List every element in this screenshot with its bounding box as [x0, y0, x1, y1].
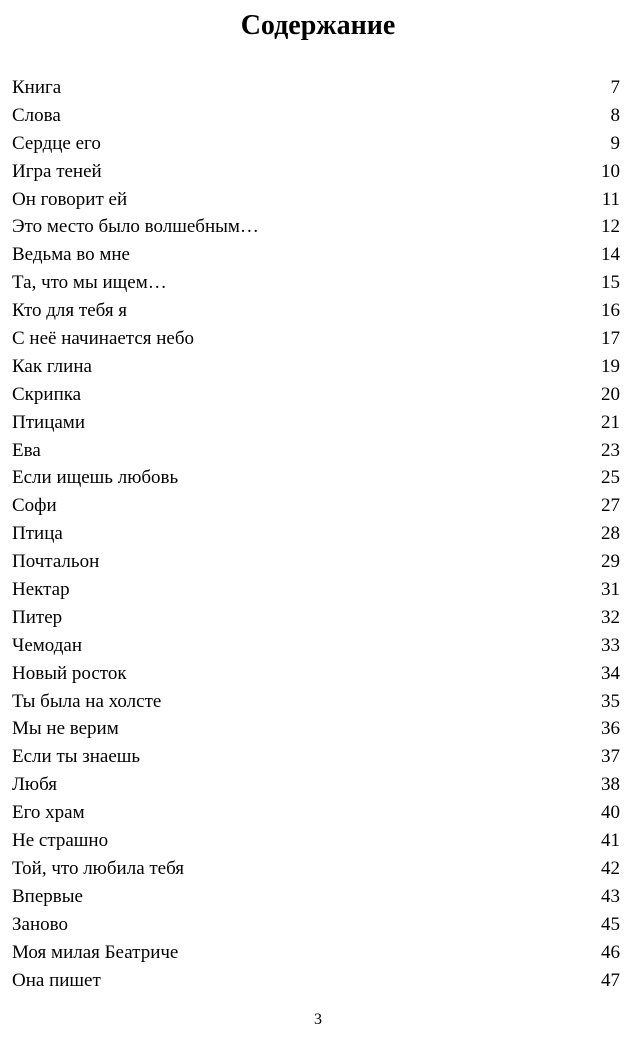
toc-entry-title: Его храм	[12, 802, 85, 824]
toc-entry-title: Птица	[12, 523, 63, 545]
toc-entry-title: Слова	[12, 104, 61, 126]
toc-entry-title: Книга	[12, 77, 62, 98]
toc-entry	[12, 827, 620, 855]
toc-entry-page: 7	[610, 77, 620, 98]
toc-entry-page: 25	[601, 467, 620, 489]
toc-entry	[12, 102, 620, 130]
toc-entry	[12, 297, 620, 325]
toc-entry-title: Питер	[12, 606, 63, 628]
toc-entry	[12, 743, 620, 771]
toc-entry	[12, 520, 620, 548]
toc-entry	[12, 855, 620, 883]
toc-entry-page: 42	[601, 857, 620, 879]
toc-entry-title: Любя	[12, 774, 58, 796]
toc-entry-page: 15	[601, 272, 620, 294]
toc-entry	[12, 158, 620, 186]
toc-entry-title: Как глина	[12, 355, 92, 377]
toc-entry-page: 34	[601, 662, 620, 684]
toc-entry-page: 23	[601, 439, 620, 461]
toc-entry	[12, 74, 620, 102]
toc-entry-page: 37	[601, 746, 620, 768]
toc-entry-page: 8	[610, 104, 620, 126]
toc-entry-title: Той, что любила тебя	[12, 857, 185, 879]
toc-entry	[12, 437, 620, 465]
toc-entry	[12, 464, 620, 492]
toc-entry	[12, 409, 620, 437]
toc-entry-title: Почтальон	[12, 551, 100, 573]
toc-entry-page: 11	[601, 188, 620, 210]
toc-entry-page: 16	[601, 300, 620, 322]
toc-entry-title: Софи	[12, 495, 57, 517]
toc-entry	[12, 548, 620, 576]
toc-entry-page: 20	[601, 383, 620, 405]
toc-entry-page: 38	[601, 774, 620, 796]
toc-entry-title: Та, что мы ищем…	[12, 272, 167, 294]
toc-entry-title: Сердце его	[12, 132, 101, 154]
toc-entry-title: Нектар	[12, 579, 70, 601]
toc-entry-page: 14	[601, 244, 620, 266]
toc-entry-title: Кто для тебя я	[12, 300, 128, 322]
toc-entry	[12, 492, 620, 520]
toc-entry-page: 27	[601, 495, 620, 517]
toc-entry-title: Она пишет	[12, 969, 101, 991]
toc-entry	[12, 660, 620, 688]
toc-entry	[12, 186, 620, 214]
toc-entry-title: Ведьма во мне	[12, 244, 130, 266]
toc-entry-page: 21	[601, 411, 620, 433]
toc-entry	[12, 576, 620, 604]
toc-entry-page: 41	[601, 830, 620, 852]
toc-entry	[12, 771, 620, 799]
toc-entry-title: Скрипка	[12, 383, 82, 405]
toc-entry-page: 32	[601, 606, 620, 628]
toc-entry-page: 40	[601, 802, 620, 824]
toc-entry-title: Птицами	[12, 411, 85, 433]
toc-entry-title: Ты была на холсте	[12, 690, 162, 712]
toc-entry	[12, 715, 620, 743]
toc-entry	[12, 883, 620, 911]
toc-entry	[12, 967, 620, 995]
toc-entry	[12, 325, 620, 353]
toc-entry-title: Новый росток	[12, 662, 127, 684]
toc-entry	[12, 911, 620, 939]
toc-entry-page: 46	[601, 941, 620, 963]
toc-entry-title: Мы не верим	[12, 718, 119, 740]
toc-entry	[12, 241, 620, 269]
toc-entry-page: 43	[601, 885, 620, 907]
toc-entry	[12, 688, 620, 716]
toc-entry	[12, 213, 620, 241]
toc-entry-page: 29	[601, 551, 620, 573]
toc-entry-title: С неё начинается небо	[12, 328, 195, 350]
toc-entry	[12, 939, 620, 967]
page-title: Содержание	[240, 10, 396, 41]
toc-entry	[12, 353, 620, 381]
toc-entry-title: Игра теней	[12, 160, 102, 182]
toc-entry-page: 45	[601, 913, 620, 935]
toc-entry-title: Заново	[12, 913, 68, 935]
toc-entry-title: Это место было волшебным…	[12, 216, 259, 238]
toc-entry	[12, 632, 620, 660]
toc-entry-title: Если ты знаешь	[12, 746, 141, 768]
toc-entry-page: 28	[601, 523, 620, 545]
toc-entry-title: Впервые	[12, 885, 83, 907]
page-number: 3	[314, 1011, 322, 1028]
toc-entry-page: 12	[601, 216, 620, 238]
toc-entry-page: 19	[601, 355, 620, 377]
toc-entry	[12, 799, 620, 827]
toc-entry-title: Если ищешь любовь	[12, 467, 179, 489]
toc-entry-page: 36	[601, 718, 620, 740]
toc-entry	[12, 381, 620, 409]
toc-entry-page: 47	[601, 969, 620, 991]
toc-entry	[12, 130, 620, 158]
toc-entry-title: Не страшно	[12, 830, 109, 852]
toc-entry-title: Ева	[12, 439, 41, 461]
toc-entry-title: Моя милая Беатриче	[12, 941, 179, 963]
toc-entry-title: Чемодан	[12, 634, 83, 656]
toc-entry-title: Он говорит ей	[12, 188, 128, 210]
toc-entry-page: 10	[601, 160, 620, 182]
toc-entry	[12, 604, 620, 632]
toc-entry-page: 31	[601, 579, 620, 601]
toc-entry-page: 35	[601, 690, 620, 712]
toc-entry-page: 9	[610, 132, 620, 154]
toc-entry	[12, 269, 620, 297]
toc-entry-page: 33	[601, 634, 620, 656]
toc-entry-page: 17	[601, 328, 620, 350]
table-of-contents	[12, 74, 620, 994]
